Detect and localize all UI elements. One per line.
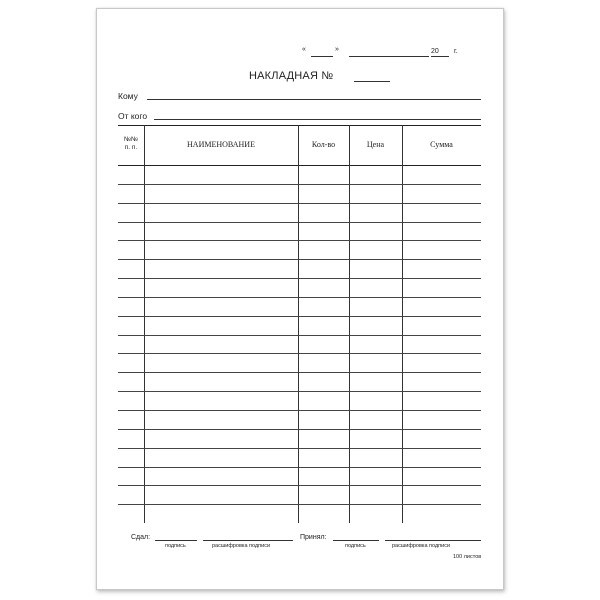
table-row: [118, 259, 481, 260]
page-title: НАКЛАДНАЯ №: [249, 70, 334, 82]
col-header-sum: Сумма: [430, 140, 453, 149]
table-row: [118, 485, 481, 486]
sheets-note: 100 листов: [453, 554, 482, 560]
date-year-line: [431, 56, 449, 57]
date-quote-open: «: [302, 46, 306, 53]
table-row: [118, 391, 481, 392]
col-header-qty: Кол-во: [311, 140, 336, 149]
received-label: Принял:: [300, 534, 327, 541]
received-decode-caption: расшифровка подписи: [392, 543, 451, 549]
table-row: [118, 184, 481, 185]
date-month-line: [349, 56, 429, 57]
col-header-name: НАИМЕНОВАНИЕ: [187, 140, 255, 149]
from-label: От кого: [118, 111, 148, 121]
to-label: Кому: [118, 91, 138, 101]
table-row: [118, 504, 481, 505]
table-row: [118, 467, 481, 468]
from-field-line: [154, 119, 481, 120]
to-field-line: [147, 99, 481, 100]
table-top-border: [118, 125, 481, 126]
handed-signature-caption: подпись: [165, 543, 186, 549]
date-quote-close: »: [335, 46, 339, 53]
handed-decode-line: [203, 540, 293, 541]
invoice-form-sheet: [96, 8, 504, 590]
table-row: [118, 335, 481, 336]
table-row: [118, 410, 481, 411]
handed-decode-caption: расшифровка подписи: [212, 543, 271, 549]
items-table: [118, 125, 481, 523]
handed-label: Сдал:: [131, 534, 151, 541]
date-year-prefix: 20: [431, 48, 439, 55]
table-row: [118, 448, 481, 449]
date-year-suffix: г.: [454, 48, 458, 55]
table-header-border: [118, 165, 481, 166]
date-day-line: [311, 56, 333, 57]
table-row: [118, 316, 481, 317]
table-row: [118, 222, 481, 223]
table-row: [118, 353, 481, 354]
received-signature-caption: подпись: [345, 543, 366, 549]
table-row: [118, 297, 481, 298]
received-signature-line: [333, 540, 379, 541]
table-row: [118, 240, 481, 241]
table-row: [118, 203, 481, 204]
table-row: [118, 372, 481, 373]
table-row: [118, 278, 481, 279]
table-row: [118, 429, 481, 430]
invoice-number-line: [354, 81, 390, 82]
col-header-num: №№ п. п.: [124, 136, 138, 151]
col-header-price: Цена: [366, 140, 385, 149]
handed-signature-line: [155, 540, 197, 541]
received-decode-line: [385, 540, 481, 541]
